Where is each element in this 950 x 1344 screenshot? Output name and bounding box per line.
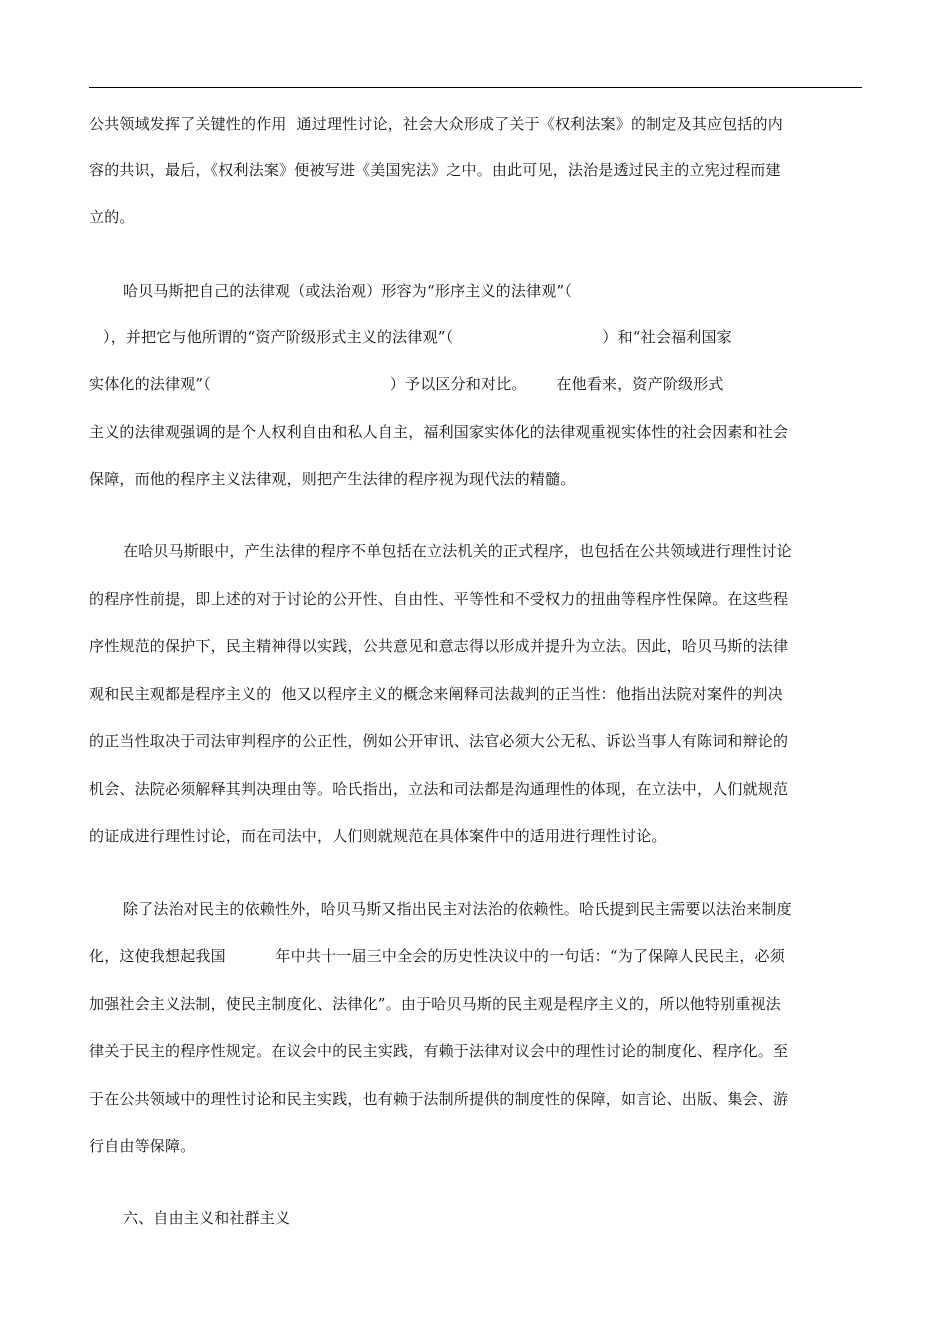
header-rule: [89, 87, 862, 88]
text-line: 的程序性前提，即上述的对于讨论的公开性、自由性、平等性和不受权力的扭曲等程序性保障。在这些程: [89, 590, 789, 608]
text-line: 观和民主观都是程序主义的 他又以程序主义的概念来阐释司法裁判的正当性：他指出法院对案件的判决: [89, 685, 783, 703]
text-line: 在哈贝马斯眼中，产生法律的程序不单包括在立法机关的正式程序，也包括在公共领域进行理性讨论: [123, 542, 792, 560]
text-line: 律关于民主的程序性规定。在议会中的民主实践，有赖于法律对议会中的理性讨论的制度化、程序化。至: [89, 1042, 789, 1060]
text-line: 保障，而他的程序主义法律观，则把产生法律的程序视为现代法的精髓。: [89, 470, 576, 488]
text-line: 于在公共领域中的理性讨论和民主实践，也有赖于法制所提供的制度性的保障，如言论、出版、集会、游: [89, 1090, 789, 1108]
text-line: 化，这使我想起我国 年中共十一届三中全会的历史性决议中的一句话：“为了保障人民民主，必须: [89, 947, 785, 965]
text-line: 加强社会主义法制，使民主制度化、法律化”。由于哈贝马斯的民主观是程序主义的，所以他特别重视法: [89, 995, 781, 1013]
text-line: 的正当性取决于司法审判程序的公正性，例如公开审讯、法官必须大公无私、诉讼当事人有陈词和辩论的: [89, 732, 789, 750]
text-line: 实体化的法律观”（ ）予以区分和对比。 在他看来，资产阶级形式: [89, 375, 724, 393]
text-line: 哈贝马斯把自己的法律观（或法治观）形容为“形序主义的法律观”（: [123, 282, 573, 300]
text-line: 机会、法院必须解释其判决理由等。哈氏指出，立法和司法都是沟通理性的体现，在立法中，人们就规范: [89, 780, 789, 798]
text-line: 除了法治对民主的依赖性外，哈贝马斯又指出民主对法治的依赖性。哈氏提到民主需要以法治来制度: [123, 900, 792, 918]
text-line: 行自由等保障。: [89, 1137, 196, 1155]
text-line: 立的。: [89, 208, 135, 226]
text-line: 的证成进行理性讨论，而在司法中，人们则就规范在具体案件中的适用进行理性讨论。: [89, 827, 667, 845]
text-line: 主义的法律观强调的是个人权利自由和私人自主，福利国家实体化的法律观重视实体性的社会因素和社会: [89, 423, 789, 441]
section-heading: 六、自由主义和社群主义: [123, 1209, 291, 1227]
text-line: 公共领域发挥了关键性的作用 通过理性讨论，社会大众形成了关于《权利法案》的制定及其应包括的内: [89, 115, 783, 133]
text-line: 序性规范的保护下，民主精神得以实践，公共意见和意志得以形成并提升为立法。因此，哈贝马斯的法律: [89, 637, 789, 655]
text-line: ），并把它与他所谓的“资产阶级形式主义的法律观”（ ）和“社会福利国家: [103, 328, 732, 346]
text-line: 容的共识，最后，《权利法案》便被写进《美国宪法》之中。由此可见，法治是透过民主的立宪过程而建: [89, 161, 781, 179]
